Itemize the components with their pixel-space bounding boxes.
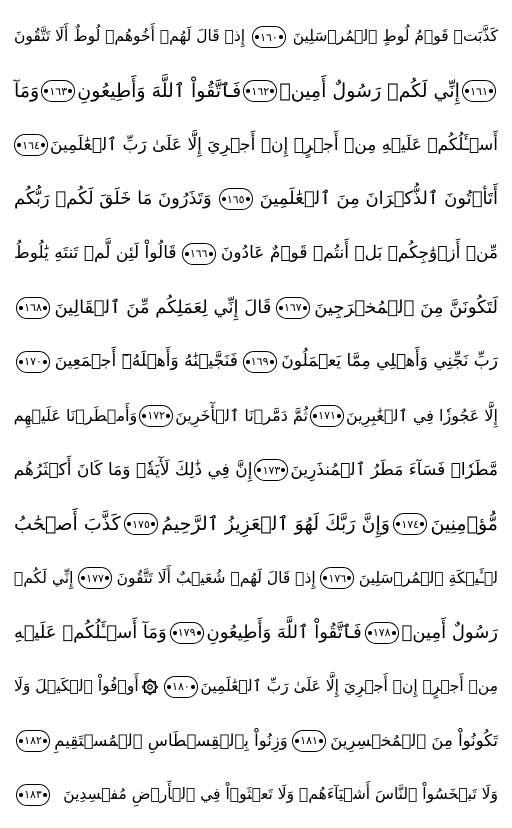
verse-text: قَالَ إِنِّي لِعَمَلِكُم مِّنَ ٱلۡقَالِينَ [54,296,272,318]
verse-text: أَوۡفُواْ ٱلۡكَيۡلَ وَلَا [14,676,139,695]
text-line [14,281,498,335]
verse-number-marker: ١٦٢ [243,80,277,102]
verse-number-marker: ١٦٦ [182,243,216,265]
verse-text: إِذۡ قَالَ لَهُمۡ أَخُوهُمۡ لُوطٌ أَلَا تَتَّقُونَ [14,27,246,46]
text-line [14,768,498,822]
hizb-marker-icon [141,678,159,696]
verse-number-marker: ١٦١ [462,80,496,102]
verse-text: مُّؤۡمِنِينَ [430,512,498,535]
verse-text: إِنِّي لَكُمۡ رَسُولٌ أَمِينٞ [279,79,460,102]
verse-text: ثُمَّ دَمَّرۡنَا ٱلۡأٓخَرِينَ [175,405,309,425]
verse-text: لَتَكُونَنَّ مِنَ ٱلۡمُخۡرَجِينَ [314,296,498,318]
verse-number-marker: ١٧٥ [124,513,158,535]
text-line [14,10,498,64]
verse-text: إِذۡ قَالَ لَهُمۡ شُعَيۡبٌ أَلَا تَتَّقُونَ [116,568,316,587]
verse-number-marker: ١٦٠ [252,26,286,48]
verse-text: لۡـَٔيۡكَةِ ٱلۡمُرۡسَلِينَ [358,568,498,587]
verse-number-marker: ١٧٠ [16,351,50,373]
verse-text: وَأَمۡطَرۡنَا عَلَيۡهِم [13,405,138,425]
verse-number-marker: ١٨٢ [16,730,50,752]
verse-text: إِلَّا عَجُوزٗا فِي ٱلۡغَٰبِرِينَ [346,405,498,425]
verse-text: تَكُونُواْ مِنَ ٱلۡمُخۡسِرِينَ [330,730,498,750]
verse-text: كَذَّبَ أَصۡحَٰبُ [14,512,121,535]
text-line [14,389,498,443]
verse-number-marker: ١٧٤ [393,513,427,535]
verse-text: كَذَّبَتۡ قَوۡمُ لُوطٍ ٱلۡمُرۡسَلِينَ [292,27,498,46]
verse-number-marker: ١٧٨ [365,622,399,644]
verse-number-marker: ١٨٠ [164,676,198,698]
verse-text: فَنَجَّيۡنَٰهُ وَأَهۡلَهُۥٓ أَجۡمَعِينَ [54,351,238,372]
verse-number-marker: ١٧٧ [78,567,112,589]
verse-text: وَمَآ أَسۡـَٔلُكُمۡ عَلَيۡهِ [14,621,167,643]
verse-text: وَلَا تَبۡخَسُواْ ٱلنَّاسَ أَشۡيَآءَهُمۡ وَلَا تَعۡثَوۡاْ فِي ٱلۡأَرۡضِ مُفۡسِدِينَ [63,785,498,804]
text-line [14,551,498,605]
text-line [14,660,498,714]
verse-text: إِنَّ فِي ذَٰلِكَ لَأٓيَةٗۖ وَمَا كَانَ أَكۡثَرُهُم [13,459,253,480]
text-line [14,714,498,768]
verse-text: مِّنۡ أَزۡوَٰجِكُمۚ بَلۡ أَنتُمۡ قَوۡمٌ عَادُونَ [220,243,498,264]
verse-text: وَتَذَرُونَ مَا خَلَقَ لَكُمۡ رَبُّكُم [14,188,212,210]
verse-text: وَزِنُواْ بِٱلۡقِسۡطَاسِ ٱلۡمُسۡتَقِيمِ [54,730,288,750]
text-line [14,64,498,118]
verse-number-marker: ١٨٣ [16,784,50,806]
verse-text: مِنۡ أَجۡرٍۖ إِنۡ أَجۡرِيَ إِلَّا عَلَىٰ رَبِّ ٱلۡعَٰلَمِينَ [200,676,498,695]
text-line [14,335,498,389]
text-line [14,118,498,172]
verse-text: فَٱتَّقُواْ ٱللَّهَ وَأَطِيعُونِ [206,621,362,643]
verse-text: فَٱتَّقُواْ ٱللَّهَ وَأَطِيعُونِ [77,79,242,102]
verse-text: أَسۡـَٔلُكُمۡ عَلَيۡهِ مِنۡ أَجۡرٍۖ إِنۡ أَجۡرِيَ إِلَّا عَلَىٰ رَبِّ ٱلۡعَٰلَمِينَ [50,134,498,155]
text-line [14,227,498,281]
verse-number-marker: ١٧١ [310,405,344,427]
verse-text: أَتَأۡتُونَ ٱلذُّكۡرَانَ مِنَ ٱلۡعَٰلَمِينَ [259,188,498,210]
verse-text: إِنِّي لَكُمۡ [14,568,74,587]
verse-number-marker: ١٧٢ [139,405,173,427]
text-line [14,172,498,226]
verse-number-marker: ١٧٦ [320,567,354,589]
verse-number-marker: ١٦٤ [14,134,48,156]
verse-text: وَمَآ [14,79,40,102]
text-line [14,443,498,497]
text-line [14,497,498,551]
verse-text: رَبِّ نَجِّنِي وَأَهۡلِي مِمَّا يَعۡمَلُونَ [281,351,498,372]
verse-text: رَسُولٌ أَمِينٞ [401,621,498,643]
verse-number-marker: ١٦٩ [243,351,277,373]
verse-number-marker: ١٧٣ [254,459,288,481]
verse-number-marker: ١٦٧ [276,297,310,319]
verse-number-marker: ١٧٩ [170,622,204,644]
verse-text: قَالُواْ لَئِن لَّمۡ تَنتَهِ يَٰلُوطُ [14,243,177,264]
verse-number-marker: ١٨١ [292,730,326,752]
text-line [14,606,498,660]
verse-number-marker: ١٦٨ [16,297,50,319]
verse-text: وَإِنَّ رَبَّكَ لَهُوَ ٱلۡعَزِيزُ ٱلرَّحِيمُ [161,512,390,535]
verse-text: مَّطَرٗاۖ فَسَآءَ مَطَرُ ٱلۡمُنذَرِينَ [290,459,498,480]
verse-number-marker: ١٦٥ [219,188,253,210]
verse-number-marker: ١٦٣ [41,80,75,102]
